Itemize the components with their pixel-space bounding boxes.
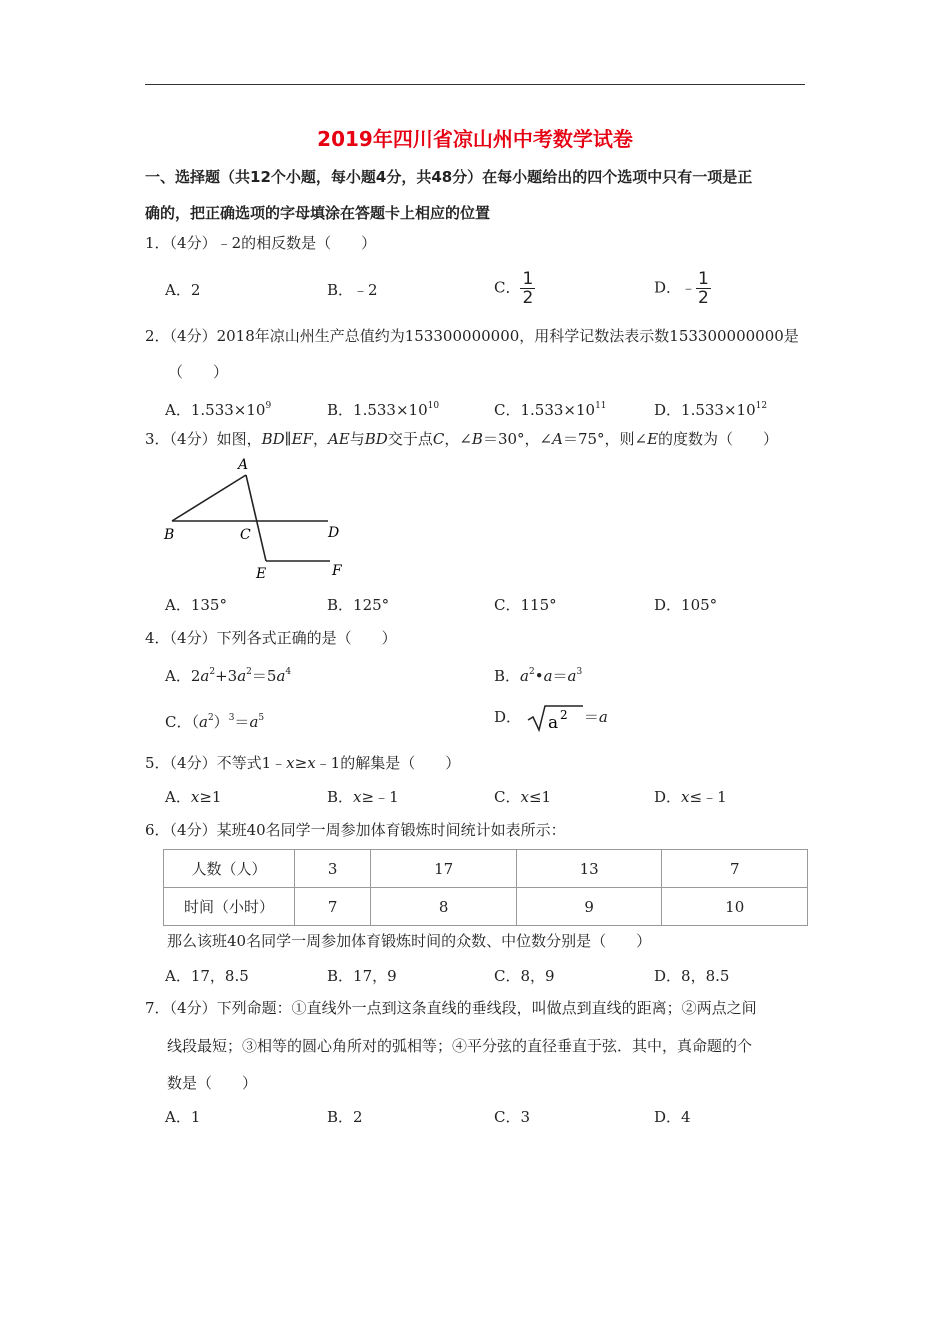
q5-option-c: [494, 787, 551, 807]
fraction-numerator: 1: [522, 269, 534, 289]
q4-exp: 3: [576, 667, 583, 677]
q5-text: D．: [654, 788, 682, 806]
q3-option-c: C．115°: [494, 596, 557, 614]
q5-var: x: [190, 788, 200, 806]
table-row: [164, 888, 808, 926]
q4-var: a: [543, 667, 553, 685]
q3-var: BD∥EF: [261, 430, 313, 448]
q4-text: ＝: [583, 708, 599, 726]
q2-a-exp: 9: [265, 401, 272, 411]
point-label-e: E: [256, 566, 267, 582]
q5-text: ≥﹣1: [361, 788, 399, 806]
q5-var: x: [520, 788, 529, 806]
q4-exp: 2: [209, 667, 216, 677]
q7-option-a: A．1: [165, 1108, 201, 1126]
point-label-b: B: [164, 527, 175, 543]
q3-text: ，: [312, 430, 328, 448]
table-cell: 3: [295, 850, 371, 888]
q4-exp: 4: [285, 667, 292, 677]
q2-option-b: [327, 396, 439, 420]
sqrt-radicand: a: [547, 713, 558, 733]
section-heading-line1: 一、选择题（共12个小题，每小题4分，共48分）在每小题给出的四个选项中只有一项是正: [145, 168, 753, 186]
q4-text: C．（: [165, 713, 199, 731]
q6-option-d: D．8，8.5: [654, 967, 730, 985]
section-heading-line2: 确的，把正确选项的字母填涂在答题卡上相应的位置: [145, 204, 491, 222]
page-title: 2019年四川省凉山州中考数学试卷: [317, 127, 633, 151]
q4-text: D．: [494, 708, 522, 726]
q4-text: •: [534, 667, 544, 685]
q6-stem: 6．（4分）某班40名同学一周参加体育锻炼时间统计如表所示：: [145, 821, 566, 839]
q4-var: a: [249, 713, 259, 731]
q5-option-d: [654, 787, 727, 807]
fraction-numerator: 1: [698, 269, 709, 289]
q3-text: ＝30°，∠: [482, 430, 553, 448]
fraction-denominator: 2: [698, 288, 709, 308]
q2-b-base: B．1.533×10: [327, 401, 428, 419]
point-label-d: D: [328, 525, 340, 541]
q3-var: E: [647, 430, 659, 448]
q4-text: +3: [215, 667, 238, 685]
q3-stem: [145, 429, 778, 449]
q5-text: C．: [494, 788, 521, 806]
q3-text: ，∠: [444, 430, 472, 448]
table-cell: 时间（小时）: [164, 888, 295, 926]
segment-ae: [246, 475, 266, 561]
q5-text: ≤﹣1: [689, 788, 727, 806]
table-cell: 7: [662, 850, 808, 888]
q4-exp: 2: [528, 667, 535, 677]
q2-c-exp: 11: [595, 401, 607, 411]
sqrt-exponent: 2: [559, 708, 568, 722]
q3-var: B: [471, 430, 483, 448]
q4-var: a: [237, 667, 247, 685]
q5-var: x: [307, 754, 316, 772]
q3-text: 3．（4分）如图，: [145, 430, 262, 448]
q6-option-c: C．8，9: [494, 967, 555, 985]
q1-option-a: A．2: [165, 281, 201, 299]
q2-stem-paren: （ ）: [168, 363, 229, 381]
q2-option-d: [654, 396, 767, 420]
table-row: [164, 850, 808, 888]
q4-option-b: [494, 662, 582, 686]
q2-stem: 2．（4分）2018年凉山州生产总值约为153300000000，用科学记数法表示数153300000000是: [145, 327, 799, 345]
q4-option-d: [494, 703, 608, 733]
q4-text: ＝5: [251, 667, 277, 685]
fraction: [520, 270, 535, 307]
q7-option-b: B．2: [327, 1108, 363, 1126]
q3-var: C: [432, 430, 445, 448]
q3-text: ＝75°，则∠: [562, 430, 648, 448]
segment-ba: [172, 475, 246, 521]
q6-option-b: B．17，9: [327, 967, 397, 985]
q4-option-c: [165, 708, 264, 732]
q4-exp: 3: [228, 713, 235, 723]
table-cell: 人数（人）: [164, 850, 295, 888]
q5-var: x: [353, 788, 362, 806]
q4-text: ）: [213, 713, 229, 731]
q3-option-d: D．105°: [654, 596, 718, 614]
table-cell: 17: [371, 850, 517, 888]
header-rule: [145, 84, 805, 85]
point-label-f: F: [332, 563, 342, 579]
q2-d-base: D．1.533×10: [654, 401, 756, 419]
table-cell: 13: [516, 850, 662, 888]
q4-text: B．: [494, 667, 521, 685]
table-cell: 8: [371, 888, 517, 926]
q5-var: x: [681, 788, 690, 806]
fraction: [696, 270, 711, 307]
q2-option-c: [494, 396, 607, 420]
square-root-icon: [526, 703, 584, 733]
q2-a-base: A．1.533×10: [165, 401, 266, 419]
q2-c-base: C．1.533×10: [494, 401, 596, 419]
q4-var: a: [598, 708, 608, 726]
q1-option-d-prefix: D．﹣: [654, 278, 697, 297]
q3-option-b: B．125°: [327, 596, 390, 614]
q1-option-b: B．﹣2: [327, 281, 378, 299]
q5-text: B．: [327, 788, 354, 806]
q6-stem-2: 那么该班40名同学一周参加体育锻炼时间的众数、中位数分别是（ ）: [167, 932, 652, 950]
q5-option-a: [165, 787, 221, 807]
table-cell: 9: [516, 888, 662, 926]
q1-stem: 1．（4分）﹣2的相反数是（ ）: [145, 234, 377, 252]
q6-option-a: A．17，8.5: [165, 967, 249, 985]
q5-text: ≥: [294, 754, 308, 772]
q4-var: a: [520, 667, 529, 685]
q5-text: ﹣1的解集是（ ）: [315, 754, 461, 772]
q3-text: 交于点: [387, 430, 433, 448]
q3-text: 与: [349, 430, 365, 448]
q4-option-a: [165, 662, 291, 686]
q5-stem: [145, 753, 460, 773]
q5-var: x: [286, 754, 295, 772]
q2-d-exp: 12: [755, 401, 768, 411]
q2-option-a: [165, 396, 271, 420]
q7-stem-line1: 7．（4分）下列命题：①直线外一点到这条直线的垂线段，叫做点到直线的距离；②两点之间: [145, 999, 757, 1017]
table-cell: 10: [662, 888, 808, 926]
point-label-a: A: [238, 457, 249, 473]
q4-exp: 2: [207, 713, 214, 723]
q4-text: A．2: [165, 667, 201, 685]
q1-option-c: [494, 270, 535, 307]
q5-option-b: [327, 787, 399, 807]
q1-option-d: [654, 270, 711, 307]
q6-data-table: [163, 849, 808, 926]
q5-text: 5．（4分）不等式1﹣: [145, 754, 287, 772]
q1-option-c-prefix: C．: [494, 278, 521, 297]
q5-text: ≥1: [199, 788, 222, 806]
q5-text: A．: [165, 788, 191, 806]
q3-option-a: A．135°: [165, 596, 227, 614]
q3-var: A: [552, 430, 563, 448]
q4-var: a: [567, 667, 577, 685]
point-label-c: C: [240, 527, 251, 543]
q3-geometry-figure: [160, 455, 360, 585]
q4-var: a: [276, 667, 286, 685]
table-cell: 7: [295, 888, 371, 926]
q4-text: ＝: [552, 667, 568, 685]
q7-stem-line3: 数是（ ）: [167, 1074, 258, 1092]
q3-var: AE: [327, 430, 350, 448]
q4-stem: 4．（4分）下列各式正确的是（ ）: [145, 629, 397, 647]
q4-var: a: [200, 667, 210, 685]
q4-var: a: [198, 713, 208, 731]
q4-exp: 5: [258, 713, 265, 723]
q7-option-d: D．4: [654, 1108, 691, 1126]
q5-text: ≤1: [528, 788, 552, 806]
q4-text: ＝: [234, 713, 250, 731]
q7-option-c: C．3: [494, 1108, 531, 1126]
q7-stem-line2: 线段最短；③相等的圆心角所对的弧相等；④平分弦的直径垂直于弦．其中，真命题的个: [167, 1037, 753, 1055]
fraction-denominator: 2: [522, 288, 534, 308]
q2-b-exp: 10: [427, 401, 440, 411]
q3-text: 的度数为（ ）: [658, 430, 779, 448]
q4-exp: 2: [246, 667, 252, 677]
q3-var: BD: [364, 430, 388, 448]
